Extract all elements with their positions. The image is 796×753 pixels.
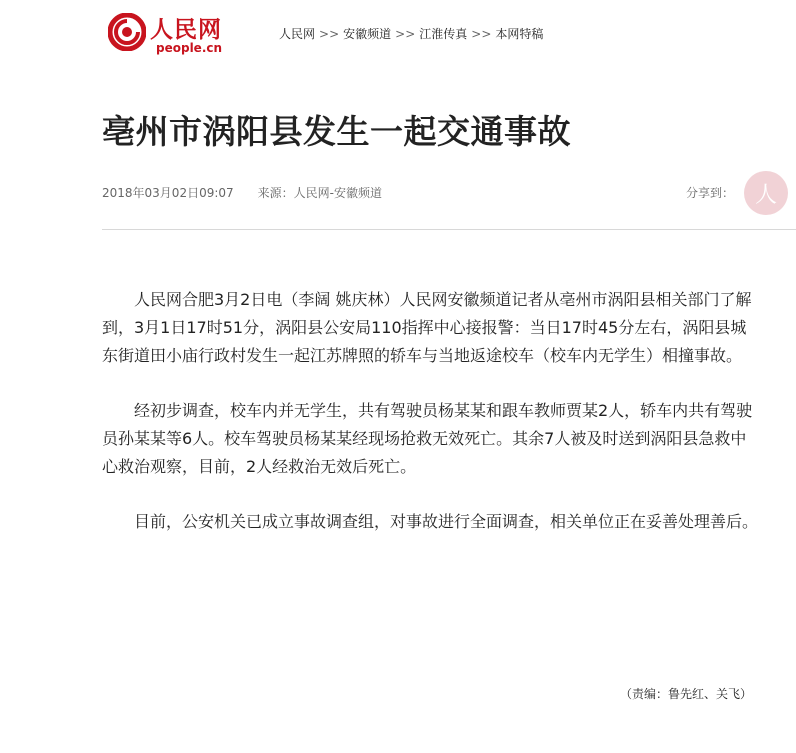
logo-subtext: people.cn (156, 41, 223, 55)
breadcrumb (279, 25, 543, 42)
breadcrumb-separator: >> (319, 27, 340, 41)
share-people-icon[interactable] (744, 171, 788, 215)
breadcrumb-item-anhui[interactable]: 安徽频道 (343, 27, 392, 41)
share-label: 分享到： (686, 186, 735, 200)
article-source: 来源：人民网-安徽频道 (257, 186, 383, 200)
editor-credit: （责编：鲁先红、关飞） (620, 687, 753, 701)
logo-text: 人民网 (150, 16, 222, 43)
site-header (0, 0, 796, 72)
article-title: 亳州市涡阳县发生一起交通事故 (102, 112, 571, 151)
article-date: 2018年03月02日09:07 (102, 186, 234, 200)
article-meta (102, 184, 382, 201)
divider (102, 229, 796, 230)
breadcrumb-item-special[interactable]: 本网特稿 (495, 27, 544, 41)
article-paragraph: 目前，公安机关已成立事故调查组，对事故进行全面调查，相关单位正在妥善处理善后。 (134, 512, 759, 531)
article-paragraph: 人民网合肥3月2日电（李阔 姚庆林）人民网安徽频道记者从亳州市涡阳县相关部门了解到，3月1日17时51分，涡阳县公安局110指挥中心接报警：当日17时45分左右，涡阳县城东街道田小庙行政村发生一起江苏牌照的轿车与当地返途校车（校车内无学生）相撞事故。 (102, 290, 752, 365)
article-body (102, 286, 762, 563)
breadcrumb-separator: >> (395, 27, 416, 41)
people-logo-icon (108, 13, 146, 51)
breadcrumb-item-people[interactable]: 人民网 (279, 27, 316, 41)
share-icon-glyph: 人 (754, 183, 777, 208)
breadcrumb-separator: >> (471, 27, 492, 41)
people-cn-logo[interactable] (108, 8, 224, 60)
article-paragraph: 经初步调查，校车内并无学生，共有驾驶员杨某某和跟车教师贾某2人，轿车内共有驾驶员孙某某等6人。校车驾驶员杨某某经现场抢救无效死亡。其余7人被及时送到涡阳县急救中心救治观察，目前，2人经救治无效后死亡。 (102, 401, 753, 476)
breadcrumb-item-jianghuai[interactable]: 江淮传真 (419, 27, 468, 41)
